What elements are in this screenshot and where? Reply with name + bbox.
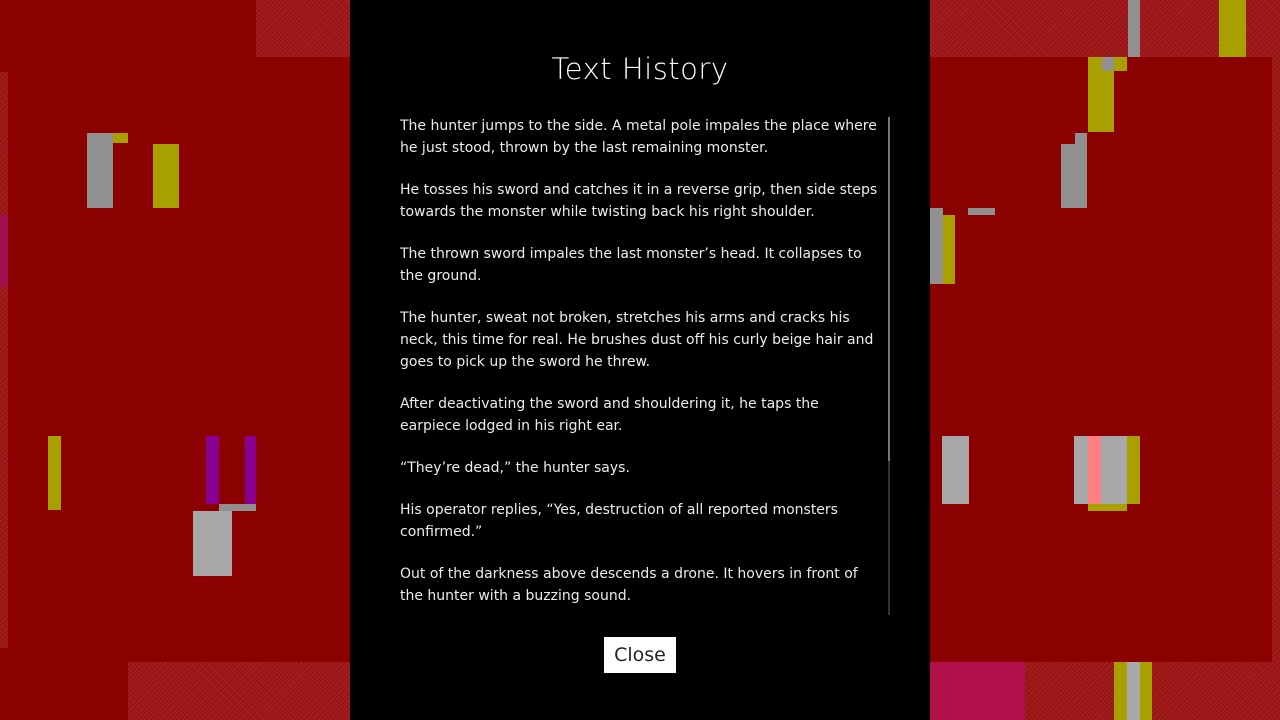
close-button[interactable]: Close <box>604 637 676 673</box>
dialog-title: Text History <box>551 52 729 86</box>
history-log[interactable] <box>400 115 878 618</box>
history-entry: His operator replies, “Yes, destruction of all reported monsters confirmed.” <box>400 502 838 540</box>
text-history-dialog <box>350 0 930 720</box>
history-entry: Out of the darkness above descends a drone. It hovers in front of the hunter with a buzzing sound. <box>400 566 858 604</box>
history-entry: The hunter, sweat not broken, stretches his arms and cracks his neck, this time for real. He brushes dust off his curly beige hair and goes to pick up the sword he threw. <box>400 310 874 370</box>
history-entry: The hunter jumps to the side. A metal pole impales the place where he just stood, thrown by the last remaining monster. <box>400 118 877 156</box>
history-entry: He tosses his sword and catches it in a reverse grip, then side steps towards the monster while twisting back his right shoulder. <box>400 182 878 220</box>
history-entry: The thrown sword impales the last monster’s head. It collapses to the ground. <box>400 246 862 284</box>
scrollbar-thumb[interactable] <box>888 117 890 461</box>
history-entry: After deactivating the sword and shouldering it, he taps the earpiece lodged in his right ear. <box>400 396 819 434</box>
scrollbar[interactable] <box>888 117 890 615</box>
history-entry: “They’re dead,” the hunter says. <box>400 460 630 476</box>
